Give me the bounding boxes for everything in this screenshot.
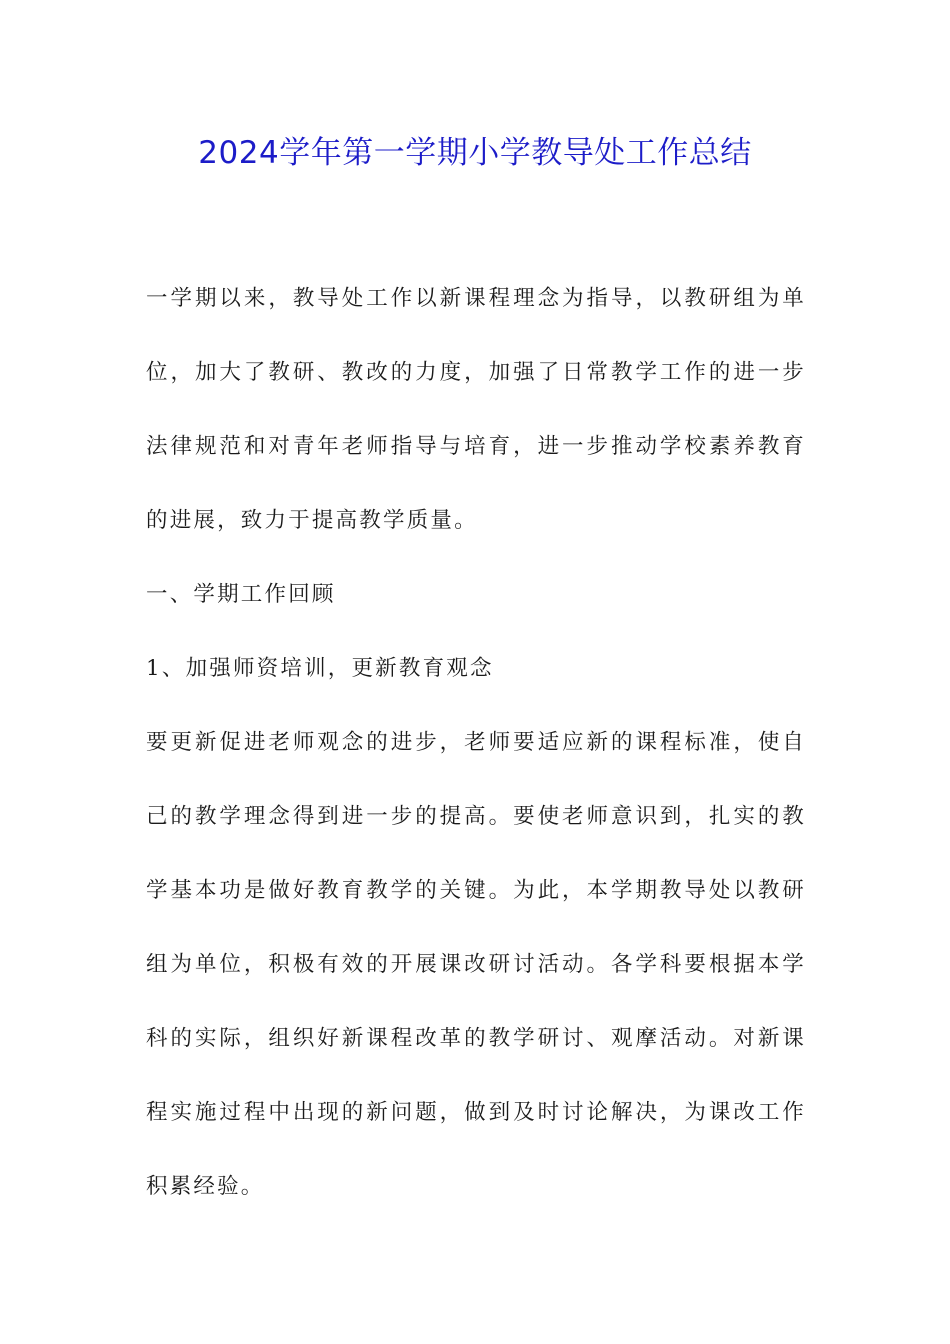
subsection-heading: 1、加强师资培训，更新教育观念 (146, 656, 494, 681)
document-title: 2024学年第一学期小学教导处工作总结 (198, 135, 752, 171)
intro-paragraph: 一学期以来，教导处工作以新课程理念为指导，以教研组为单位，加大了教研、教改的力度，加强了日常教学工作的进一步法律规范和对青年老师指导与培育，进一步推动学校素养教育的进展，致力于提高教学质量。 (146, 286, 806, 533)
section-heading: 一、学期工作回顾 (146, 582, 336, 607)
document-body (146, 262, 806, 1224)
subsection-paragraph: 要更新促进老师观念的进步，老师要适应新的课程标准，使自己的教学理念得到进一步的提高。要使老师意识到，扎实的教学基本功是做好教育教学的关键。为此，本学期教导处以教研组为单位，积极有效的开展课改研讨活动。各学科要根据本学科的实际，组织好新课程改革的教学研讨、观摩活动。对新课程实施过程中出现的新问题，做到及时讨论解决，为课改工作积累经验。 (146, 730, 806, 1199)
